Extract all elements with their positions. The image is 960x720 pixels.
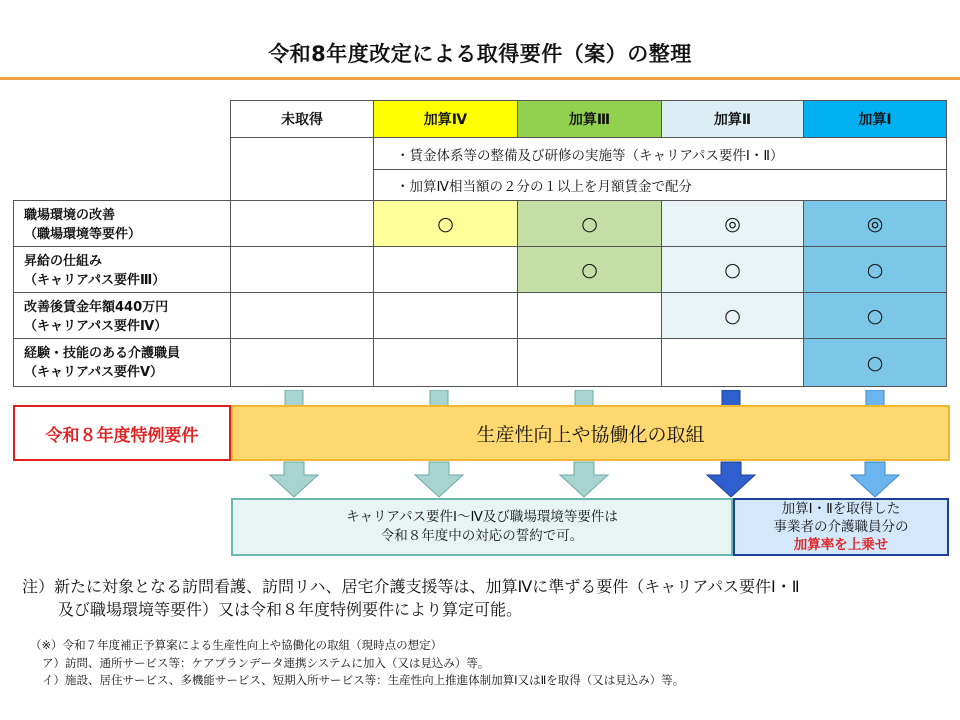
mark-cell: ○	[803, 246, 947, 293]
page-title: 令和8年度改定による取得要件（案）の整理	[268, 42, 692, 66]
row-label-sub: （キャリアパス要件Ⅳ）	[24, 319, 168, 334]
mark-cell: ○	[517, 200, 662, 247]
mark-cell	[373, 292, 518, 339]
table-corner	[13, 100, 231, 138]
row-label-line: 昇給の仕組み	[24, 254, 103, 269]
footnote	[30, 637, 950, 690]
row-label-line: 職場環境の改善	[24, 208, 116, 223]
header-kasan-2: 加算Ⅱ	[661, 100, 804, 138]
row-label-sub: （キャリアパス要件Ⅲ）	[24, 273, 166, 288]
arrow-down-icon	[705, 461, 757, 498]
result-line: キャリアパス要件Ⅰ～Ⅳ及び職場環境等要件は	[346, 509, 618, 525]
arrow-down-icon	[558, 461, 610, 498]
result-career-path	[231, 498, 733, 556]
mark-cell	[517, 338, 662, 387]
result-highlight: 加算率を上乗せ	[793, 537, 889, 553]
result-line: 令和８年度中の対応の誓約で可。	[380, 528, 584, 544]
mark-cell: ◎	[803, 200, 947, 247]
tokurei-label: 令和８年度特例要件	[13, 405, 231, 461]
span-mishutoku-blank	[230, 137, 374, 201]
result-line: 加算Ⅰ・Ⅱを取得した	[781, 501, 901, 517]
mark-cell: ○	[661, 292, 804, 339]
footnote-line: イ）施設、居住サービス、多機能サービス、短期入所サービス等：生産性向上推進体制加算Ⅰ又はⅡを取得（又は見込み）等。	[42, 673, 685, 687]
row-label-sub: （職場環境等要件）	[24, 227, 142, 242]
mark-cell	[661, 338, 804, 387]
row-label-line: 改善後賃金年額440万円	[24, 300, 169, 315]
mark-cell: ○	[661, 246, 804, 293]
row-label-line: 経験・技能のある介護職員	[24, 346, 181, 361]
mark-cell	[230, 246, 374, 293]
arrow-down-icon	[413, 461, 465, 498]
header-mishutoku: 未取得	[230, 100, 374, 138]
span-row-monthly-wage: ・加算Ⅳ相当額の２分の１以上を月額賃金で配分	[373, 169, 947, 201]
arrow-down-icon	[268, 461, 320, 498]
mark-cell: ○	[803, 338, 947, 387]
mark-cell: ○	[373, 200, 518, 247]
header-kasan-4: 加算Ⅳ	[373, 100, 518, 138]
span-row-career-path-1-2: ・賃金体系等の整備及び研修の実施等（キャリアパス要件Ⅰ・Ⅱ）	[373, 137, 947, 170]
mark-cell	[230, 338, 374, 387]
mark-cell: ◎	[661, 200, 804, 247]
result-kasan-uplift	[733, 498, 949, 556]
row-label-sub: （キャリアパス要件Ⅴ）	[24, 365, 164, 380]
productivity-banner: 生産性向上や協働化の取組	[231, 405, 950, 461]
note-line: 及び職場環境等要件）又は令和８年度特例要件により算定可能。	[58, 600, 523, 619]
mark-cell	[517, 292, 662, 339]
title-rule	[0, 77, 960, 80]
arrow-down-icon	[849, 461, 901, 498]
footnote-line: ア）訪問、通所サービス等：ケアプランデータ連携システムに加入（又は見込み）等。	[42, 655, 490, 670]
mark-cell	[230, 292, 374, 339]
row-label-chingin	[13, 292, 231, 339]
footnote-line: （※）令和７年度補正予算案による生産性向上や協働化の取組（現時点の想定）	[30, 638, 443, 652]
header-kasan-3: 加算Ⅲ	[517, 100, 662, 138]
mark-cell	[230, 200, 374, 247]
header-kasan-1: 加算Ⅰ	[803, 100, 947, 138]
mark-cell	[373, 246, 518, 293]
note	[22, 575, 952, 621]
mark-cell	[373, 338, 518, 387]
row-label-keiken	[13, 338, 231, 387]
mark-cell: ○	[517, 246, 662, 293]
note-line: 注）新たに対象となる訪問看護、訪問リハ、居宅介護支援等は、加算Ⅳに準ずる要件（キャリアパス要件Ⅰ・Ⅱ	[22, 577, 800, 596]
span-blank-1	[13, 137, 231, 201]
result-line: 事業者の介護職員分の	[773, 519, 909, 535]
row-label-shokyu	[13, 246, 231, 293]
mark-cell: ○	[803, 292, 947, 339]
row-label-shokuba	[13, 200, 231, 247]
